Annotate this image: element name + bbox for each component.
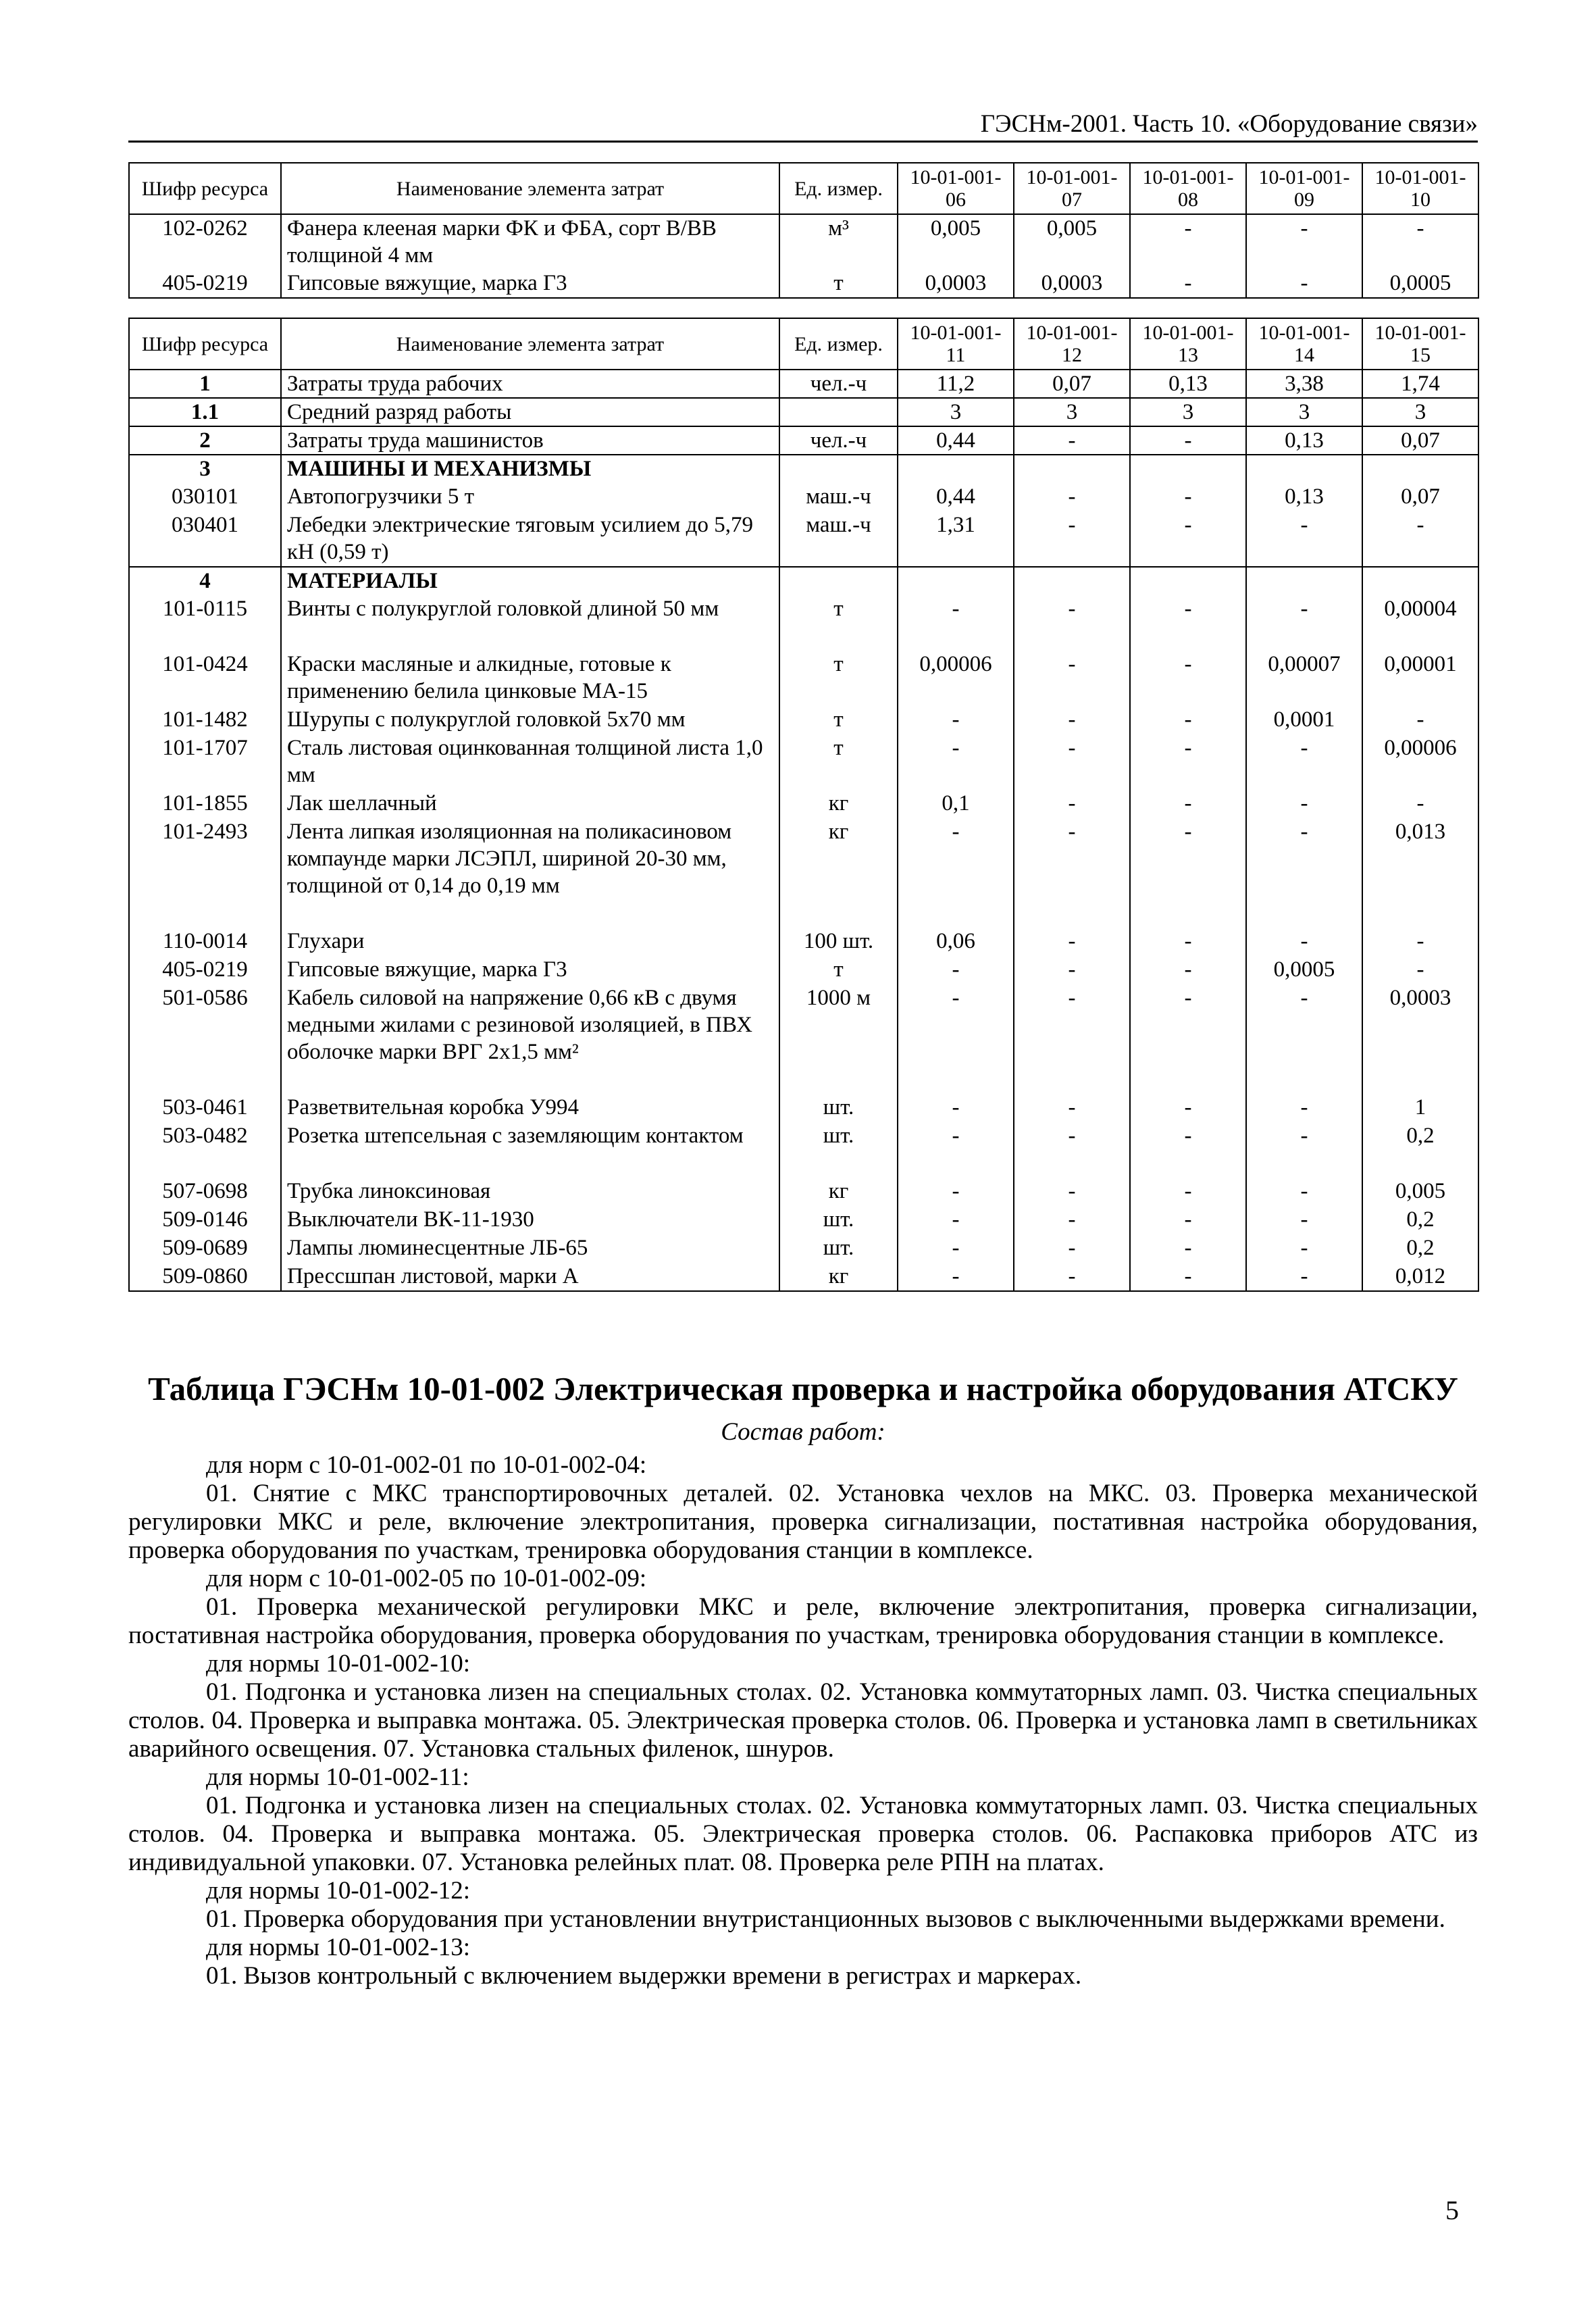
- norm-value: [1246, 567, 1362, 595]
- norm-value: 3: [898, 398, 1014, 426]
- norm-value: -: [1130, 734, 1246, 790]
- norm-value: -: [1130, 984, 1246, 1094]
- resource-name: Шурупы с полукруглой головкой 5х70 мм: [281, 706, 779, 734]
- norm-value: -: [898, 1094, 1014, 1122]
- norm-value: 0,00004: [1362, 595, 1478, 651]
- norm-value: 1,74: [1362, 370, 1478, 398]
- norm-value: 3: [1130, 398, 1246, 426]
- col-header-norm: 10-01-001-06: [898, 163, 1014, 214]
- resource-name: Автопогрузчики 5 т: [281, 483, 779, 511]
- resource-unit: т: [779, 595, 898, 651]
- norm-value: -: [1246, 1122, 1362, 1178]
- norm-value: -: [1246, 818, 1362, 928]
- table-row: [129, 1234, 1478, 1263]
- norm-value: [1362, 455, 1478, 483]
- norm-value: -: [1014, 595, 1130, 651]
- norm-value: -: [898, 1234, 1014, 1263]
- col-header-norm: 10-01-001-15: [1362, 318, 1478, 370]
- norm-value: -: [1246, 595, 1362, 651]
- norm-value: [898, 455, 1014, 483]
- resource-code: 101-1707: [129, 734, 281, 790]
- header-text: ГЭСНм-2001. Часть 10. «Оборудование связи»: [980, 110, 1478, 138]
- table-row: [129, 956, 1478, 984]
- norm-value: 0,0003: [1014, 270, 1130, 298]
- norm-value: -: [1014, 426, 1130, 455]
- norm-value: -: [1014, 1178, 1130, 1206]
- norm-value: [898, 567, 1014, 595]
- resource-unit: шт.: [779, 1206, 898, 1234]
- norm-value: -: [1130, 818, 1246, 928]
- col-header-code: Шифр ресурса: [129, 163, 281, 214]
- resource-unit: т: [779, 734, 898, 790]
- col-header-norm: 10-01-001-07: [1014, 163, 1130, 214]
- table-row: [129, 214, 1478, 270]
- norm-value: -: [1014, 956, 1130, 984]
- resource-code: 501-0586: [129, 984, 281, 1094]
- resource-unit: чел.-ч: [779, 426, 898, 455]
- norm-value: -: [898, 734, 1014, 790]
- col-header-name: Наименование элемента затрат: [281, 163, 779, 214]
- norm-value: -: [1014, 790, 1130, 818]
- resource-name: Разветвительная коробка У994: [281, 1094, 779, 1122]
- table-row: [129, 270, 1478, 298]
- norm-value: -: [1130, 483, 1246, 511]
- resource-name: Глухари: [281, 928, 779, 956]
- norm-value: 3: [1362, 398, 1478, 426]
- norm-value: 0,0001: [1246, 706, 1362, 734]
- norm-value: -: [1130, 1178, 1246, 1206]
- col-header-norm: 10-01-001-11: [898, 318, 1014, 370]
- resource-unit: [779, 398, 898, 426]
- norm-value: -: [898, 1263, 1014, 1291]
- norm-value: 0,2: [1362, 1122, 1478, 1178]
- resource-code: 101-0115: [129, 595, 281, 651]
- resource-name: МАШИНЫ И МЕХАНИЗМЫ: [281, 455, 779, 483]
- norm-value: -: [1130, 595, 1246, 651]
- resource-code: 102-0262: [129, 214, 281, 270]
- table-row: [129, 398, 1478, 426]
- resource-code: 405-0219: [129, 956, 281, 984]
- resource-table-2: [128, 318, 1479, 1292]
- resource-unit: шт.: [779, 1094, 898, 1122]
- resource-unit: кг: [779, 1178, 898, 1206]
- norm-value: -: [1246, 270, 1362, 298]
- norm-value: -: [1130, 214, 1246, 270]
- norm-value: -: [1362, 706, 1478, 734]
- norm-value: -: [1246, 928, 1362, 956]
- resource-code: 405-0219: [129, 270, 281, 298]
- norm-value: -: [1130, 1234, 1246, 1263]
- norm-value: -: [1014, 984, 1130, 1094]
- norm-value: -: [898, 1206, 1014, 1234]
- resource-unit: т: [779, 956, 898, 984]
- norm-value: -: [1014, 1094, 1130, 1122]
- norm-value: 0,005: [898, 214, 1014, 270]
- norm-value: 0,0005: [1246, 956, 1362, 984]
- norm-value: [1130, 567, 1246, 595]
- norm-value: 0,07: [1014, 370, 1130, 398]
- running-header: [128, 100, 1478, 143]
- norm-range-label: для нормы 10-01-002-13:: [206, 1934, 471, 1961]
- work-description: 01. Проверка оборудования при установлении внутристанционных вызовов с выключенными выдержками времени.: [206, 1905, 1445, 1933]
- resource-unit: шт.: [779, 1234, 898, 1263]
- resource-unit: 100 шт.: [779, 928, 898, 956]
- col-header-norm: 10-01-001-14: [1246, 318, 1362, 370]
- norm-value: -: [1362, 214, 1478, 270]
- table-row: [129, 455, 1478, 483]
- norm-value: -: [1014, 1122, 1130, 1178]
- norm-value: -: [898, 1122, 1014, 1178]
- norm-value: 3: [1246, 398, 1362, 426]
- table-row: [129, 567, 1478, 595]
- resource-name: Средний разряд работы: [281, 398, 779, 426]
- resource-code: 1.1: [129, 398, 281, 426]
- table-header-row: [129, 318, 1478, 370]
- col-header-norm: 10-01-001-10: [1362, 163, 1478, 214]
- resource-name: Лак шеллачный: [281, 790, 779, 818]
- norm-value: -: [898, 1178, 1014, 1206]
- table-row: [129, 1122, 1478, 1178]
- resource-name: Гипсовые вяжущие, марка Г3: [281, 270, 779, 298]
- resource-unit: кг: [779, 790, 898, 818]
- col-header-unit: Ед. измер.: [779, 163, 898, 214]
- norm-value: 0,44: [898, 426, 1014, 455]
- norm-value: [1362, 567, 1478, 595]
- resource-code: 507-0698: [129, 1178, 281, 1206]
- norm-value: [1130, 455, 1246, 483]
- resource-name: Затраты труда рабочих: [281, 370, 779, 398]
- col-header-norm: 10-01-001-08: [1130, 163, 1246, 214]
- norm-value: -: [1246, 214, 1362, 270]
- norm-value: -: [1014, 1206, 1130, 1234]
- norm-value: -: [1130, 1263, 1246, 1291]
- table-row: [129, 1263, 1478, 1291]
- norm-value: 1,31: [898, 511, 1014, 567]
- resource-code: 4: [129, 567, 281, 595]
- norm-value: -: [1246, 1178, 1362, 1206]
- norm-value: -: [1014, 706, 1130, 734]
- resource-unit: кг: [779, 818, 898, 928]
- col-header-norm: 10-01-001-12: [1014, 318, 1130, 370]
- resource-unit: т: [779, 270, 898, 298]
- table-row: [129, 370, 1478, 398]
- norm-value: 11,2: [898, 370, 1014, 398]
- norm-value: -: [1362, 790, 1478, 818]
- norm-value: 1: [1362, 1094, 1478, 1122]
- resource-code: 110-0014: [129, 928, 281, 956]
- norm-value: 0,00001: [1362, 651, 1478, 706]
- col-header-unit: Ед. измер.: [779, 318, 898, 370]
- resource-name: Затраты труда машинистов: [281, 426, 779, 455]
- norm-value: 0,1: [898, 790, 1014, 818]
- resource-name: Выключатели ВК-11-1930: [281, 1206, 779, 1234]
- norm-value: -: [1246, 1263, 1362, 1291]
- section-title: Таблица ГЭСНм 10-01-002 Электрическая проверка и настройка оборудования АТСКУ: [148, 1370, 1458, 1407]
- page-number: 5: [1445, 2195, 1459, 2225]
- norm-value: -: [1014, 1234, 1130, 1263]
- section-subtitle: Состав работ:: [721, 1418, 885, 1446]
- resource-name: Сталь листовая оцинкованная толщиной листа 1,0 мм: [281, 734, 779, 790]
- resource-code: 509-0146: [129, 1206, 281, 1234]
- table-header-row: [129, 163, 1478, 214]
- resource-unit: маш.-ч: [779, 511, 898, 567]
- norm-value: 0,00006: [1362, 734, 1478, 790]
- norm-value: -: [1246, 1094, 1362, 1122]
- resource-code: 1: [129, 370, 281, 398]
- norm-value: -: [1246, 734, 1362, 790]
- resource-name: Краски масляные и алкидные, готовые к применению белила цинковые МА-15: [281, 651, 779, 706]
- work-composition: [128, 1451, 1478, 1990]
- table-row: [129, 483, 1478, 511]
- norm-value: -: [1246, 511, 1362, 567]
- resource-unit: т: [779, 706, 898, 734]
- resource-code: 503-0482: [129, 1122, 281, 1178]
- table-row: [129, 1094, 1478, 1122]
- table-row: [129, 1206, 1478, 1234]
- resource-code: 509-0689: [129, 1234, 281, 1263]
- norm-value: -: [1246, 1234, 1362, 1263]
- norm-range-label: для нормы 10-01-002-11:: [206, 1763, 469, 1791]
- resource-code: 101-1482: [129, 706, 281, 734]
- resource-code: 030401: [129, 511, 281, 567]
- norm-value: [1014, 567, 1130, 595]
- resource-name: Прессшпан листовой, марки А: [281, 1263, 779, 1291]
- resource-name: Фанера клееная марки ФК и ФБА, сорт В/ВВ толщиной 4 мм: [281, 214, 779, 270]
- table-row: [129, 511, 1478, 567]
- work-description: 01. Вызов контрольный с включением выдержки времени в регистрах и маркерах.: [206, 1962, 1082, 1990]
- norm-value: -: [1014, 483, 1130, 511]
- norm-value: 0,2: [1362, 1206, 1478, 1234]
- resource-code: 3: [129, 455, 281, 483]
- norm-value: 3: [1014, 398, 1130, 426]
- resource-unit: шт.: [779, 1122, 898, 1178]
- resource-name: Гипсовые вяжущие, марка Г3: [281, 956, 779, 984]
- table-row: [129, 651, 1478, 706]
- norm-value: -: [1130, 270, 1246, 298]
- work-description: 01. Подгонка и установка лизен на специальных столах. 02. Установка коммутаторных ламп. 03. Чистка специальных столов. 04. Проверка и выправка монтажа. 05. Электрическая проверка столов. 06. Проверка и установка ламп в светильниках аварийного освещения. 07. Установка стальных филенок, шнуров.: [128, 1678, 1478, 1763]
- resource-name: Лебедки электрические тяговым усилием до 5,79 кН (0,59 т): [281, 511, 779, 567]
- norm-value: 0,0003: [1362, 984, 1478, 1094]
- norm-value: -: [1130, 651, 1246, 706]
- resource-unit: кг: [779, 1263, 898, 1291]
- norm-value: 0,13: [1246, 426, 1362, 455]
- resource-code: 101-0424: [129, 651, 281, 706]
- resource-name: Трубка линоксиновая: [281, 1178, 779, 1206]
- norm-value: 0,44: [898, 483, 1014, 511]
- norm-range-label: для норм с 10-01-002-01 по 10-01-002-04:: [206, 1451, 647, 1479]
- table-row: [129, 426, 1478, 455]
- norm-value: 0,0005: [1362, 270, 1478, 298]
- resource-unit: маш.-ч: [779, 483, 898, 511]
- table-row: [129, 790, 1478, 818]
- norm-value: -: [1246, 1206, 1362, 1234]
- resource-name: Розетка штепсельная с заземляющим контактом: [281, 1122, 779, 1178]
- resource-code: 503-0461: [129, 1094, 281, 1122]
- norm-value: -: [1014, 651, 1130, 706]
- norm-value: 0,013: [1362, 818, 1478, 928]
- norm-value: 0,00007: [1246, 651, 1362, 706]
- resource-unit: 1000 м: [779, 984, 898, 1094]
- work-description: 01. Подгонка и установка лизен на специальных столах. 02. Установка коммутаторных ламп. 03. Чистка специальных столов. 04. Проверка и выправка монтажа. 05. Электрическая проверка столов. 06. Распаковка приборов АТС из индивидуальной упаковки. 07. Установка релейных плат. 08. Проверка реле РПН на платах.: [128, 1792, 1478, 1876]
- norm-range-label: для норм с 10-01-002-05 по 10-01-002-09:: [206, 1565, 647, 1592]
- norm-value: 0,07: [1362, 426, 1478, 455]
- norm-value: -: [1130, 511, 1246, 567]
- col-header-name: Наименование элемента затрат: [281, 318, 779, 370]
- resource-unit: [779, 455, 898, 483]
- norm-value: -: [898, 706, 1014, 734]
- norm-value: -: [1246, 790, 1362, 818]
- norm-range-label: для нормы 10-01-002-10:: [206, 1650, 471, 1678]
- norm-value: -: [1014, 1263, 1130, 1291]
- resource-unit: т: [779, 651, 898, 706]
- norm-value: 0,06: [898, 928, 1014, 956]
- norm-value: -: [1362, 956, 1478, 984]
- norm-value: -: [1130, 956, 1246, 984]
- norm-range-label: для нормы 10-01-002-12:: [206, 1877, 471, 1905]
- table-row: [129, 984, 1478, 1094]
- norm-value: -: [1130, 1206, 1246, 1234]
- norm-value: -: [1130, 1094, 1246, 1122]
- norm-value: 3,38: [1246, 370, 1362, 398]
- norm-value: -: [1014, 928, 1130, 956]
- norm-value: 0,13: [1130, 370, 1246, 398]
- norm-value: 0,0003: [898, 270, 1014, 298]
- col-header-norm: 10-01-001-13: [1130, 318, 1246, 370]
- norm-value: -: [1130, 1122, 1246, 1178]
- norm-value: 0,012: [1362, 1263, 1478, 1291]
- norm-value: 0,005: [1014, 214, 1130, 270]
- norm-value: 0,00006: [898, 651, 1014, 706]
- resource-name: Лента липкая изоляционная на поликасиновом компаунде марки ЛСЭПЛ, шириной 20-30 мм, толщиной от 0,14 до 0,19 мм: [281, 818, 779, 928]
- resource-code: 509-0860: [129, 1263, 281, 1291]
- resource-name: Винты с полукруглой головкой длиной 50 мм: [281, 595, 779, 651]
- table-row: [129, 734, 1478, 790]
- norm-value: -: [898, 984, 1014, 1094]
- norm-value: -: [1014, 734, 1130, 790]
- table-row: [129, 706, 1478, 734]
- table-row: [129, 818, 1478, 928]
- resource-code: 101-1855: [129, 790, 281, 818]
- table-row: [129, 595, 1478, 651]
- norm-value: 0,005: [1362, 1178, 1478, 1206]
- resource-unit: чел.-ч: [779, 370, 898, 398]
- norm-value: -: [898, 595, 1014, 651]
- norm-value: 0,2: [1362, 1234, 1478, 1263]
- norm-value: -: [1130, 426, 1246, 455]
- resource-unit: [779, 567, 898, 595]
- resource-unit: м³: [779, 214, 898, 270]
- resource-code: 101-2493: [129, 818, 281, 928]
- work-description: 01. Снятие с МКС транспортировочных деталей. 02. Установка чехлов на МКС. 03. Проверка механической регулировки МКС и реле, включение электропитания, проверка сигнализации, постативная настройка оборудования, проверка оборудования по участкам, тренировка оборудования станции в комплексе.: [128, 1480, 1478, 1564]
- norm-value: -: [898, 956, 1014, 984]
- norm-value: -: [1130, 790, 1246, 818]
- norm-value: [1014, 455, 1130, 483]
- resource-code: 2: [129, 426, 281, 455]
- col-header-code: Шифр ресурса: [129, 318, 281, 370]
- norm-value: 0,07: [1362, 483, 1478, 511]
- norm-value: -: [1014, 511, 1130, 567]
- norm-value: -: [1130, 706, 1246, 734]
- table-row: [129, 928, 1478, 956]
- norm-value: -: [898, 818, 1014, 928]
- work-description: 01. Проверка механической регулировки МКС и реле, включение электропитания, проверка сигнализации, постативная настройка оборудования, проверка оборудования по участкам, тренировка оборудования станции в комплексе.: [128, 1593, 1478, 1649]
- norm-value: -: [1362, 511, 1478, 567]
- norm-value: [1246, 455, 1362, 483]
- col-header-norm: 10-01-001-09: [1246, 163, 1362, 214]
- norm-value: -: [1130, 928, 1246, 956]
- norm-value: -: [1014, 818, 1130, 928]
- resource-table-1: [128, 162, 1479, 299]
- resource-name: Кабель силовой на напряжение 0,66 кВ с двумя медными жилами с резиновой изоляцией, в ПВХ оболочке марки ВРГ 2х1,5 мм²: [281, 984, 779, 1094]
- norm-value: 0,13: [1246, 483, 1362, 511]
- norm-value: -: [1246, 984, 1362, 1094]
- resource-code: 030101: [129, 483, 281, 511]
- resource-name: Лампы люминесцентные ЛБ-65: [281, 1234, 779, 1263]
- resource-name: МАТЕРИАЛЫ: [281, 567, 779, 595]
- table-row: [129, 1178, 1478, 1206]
- norm-value: -: [1362, 928, 1478, 956]
